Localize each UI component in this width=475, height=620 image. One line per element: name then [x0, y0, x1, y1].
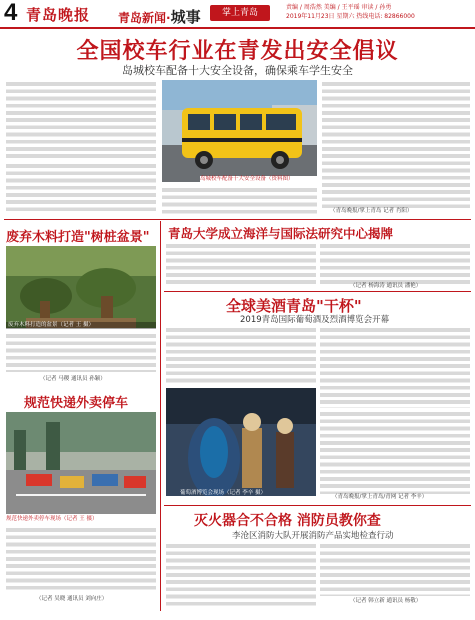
divider-3 — [164, 505, 471, 506]
tree-stump-photo — [6, 246, 156, 328]
lead-body-col-2 — [162, 186, 317, 214]
parking-headline: 规范快递外卖停车 — [24, 396, 129, 411]
lead-photo-caption: 岛城校车配备十大安全设备（资料图） — [200, 176, 320, 183]
university-credit: （记者 杨海涛 通讯员 潘艳） — [350, 283, 422, 289]
parking-photo-caption: 规范快递外卖停车现场（记者 王 摄） — [6, 516, 98, 522]
lead-subhead: 岛城校车配备十大安全设备，确保乘车学生安全 — [122, 64, 353, 77]
parking-credit: （记者 吴晓 通讯员 刘向庄） — [36, 596, 108, 602]
wine-body-1 — [166, 326, 316, 384]
wine-body-3 — [320, 410, 470, 494]
parking-illustration — [6, 412, 156, 514]
section-name: 城事 — [170, 8, 201, 26]
university-headline: 青岛大学成立海洋与国际法研究中心揭牌 — [168, 226, 394, 241]
section-divider — [4, 219, 471, 220]
wine-subhead: 2019青岛国际葡萄酒及烈酒博览会开幕 — [240, 315, 390, 325]
page-number: 4 — [4, 0, 18, 26]
wine-photo-caption: 葡萄酒博览会现场（记者 李辛 摄） — [180, 490, 266, 496]
tree-bonsai-illustration — [6, 246, 156, 328]
lead-credit: （青岛晚报/掌上青岛 记者 肖阳） — [330, 208, 413, 214]
school-bus-photo — [162, 80, 317, 182]
lead-body-col-1b — [6, 162, 156, 214]
fire-body-1 — [166, 542, 316, 608]
header-rule — [0, 27, 475, 29]
header-meta — [286, 3, 415, 21]
trees-credit: （记者 马稷 通讯员 孙颖） — [40, 376, 106, 382]
column-divider — [160, 221, 161, 611]
wine-headline: 全球美酒青岛"干杯" — [226, 297, 362, 315]
school-bus-illustration — [162, 80, 317, 182]
fire-headline: 灭火器合不合格 消防员教你查 — [194, 513, 381, 529]
lead-body-col-1 — [6, 80, 156, 160]
fire-body-2 — [320, 542, 470, 596]
trees-photo-caption: 废弃木料打造的盆景（记者 王 摄） — [6, 322, 156, 329]
parking-photo — [6, 412, 156, 514]
lead-headline: 全国校车行业在青发出安全倡议 — [76, 39, 399, 64]
trees-summary — [6, 332, 156, 372]
wine-body-2 — [320, 326, 470, 408]
section-title: 青岛新闻·城事 — [118, 8, 201, 26]
divider-2 — [164, 291, 471, 292]
newspaper-masthead: 青岛晚报 — [26, 6, 91, 24]
section-prefix: 青岛新闻 — [118, 11, 167, 25]
parking-body — [6, 526, 156, 592]
app-badge: 掌上青岛 — [210, 5, 270, 21]
date-line: 2019年11月23日 星期六 热线电话: 82866000 — [286, 13, 415, 20]
trees-headline: 废弃木料打造"树桩盆景" — [6, 230, 150, 245]
fire-subhead: 李沧区消防大队开展消防产品实地检查行动 — [232, 531, 394, 541]
university-body-2 — [320, 242, 470, 284]
wine-credit: （青岛晚报/掌上青岛/青网 记者 李辛） — [332, 494, 428, 500]
page-header — [0, 0, 475, 28]
editors-line: 责编 / 周浩然 美编 / 王平瑶 审读 / 孙勇 — [286, 4, 392, 11]
wine-expo-illustration — [166, 388, 316, 496]
wine-expo-photo — [166, 388, 316, 496]
fire-credit: （记者 韩立新 通讯员 杨敬） — [350, 598, 422, 604]
university-body-1 — [166, 242, 316, 284]
lead-body-col-3 — [322, 80, 470, 208]
